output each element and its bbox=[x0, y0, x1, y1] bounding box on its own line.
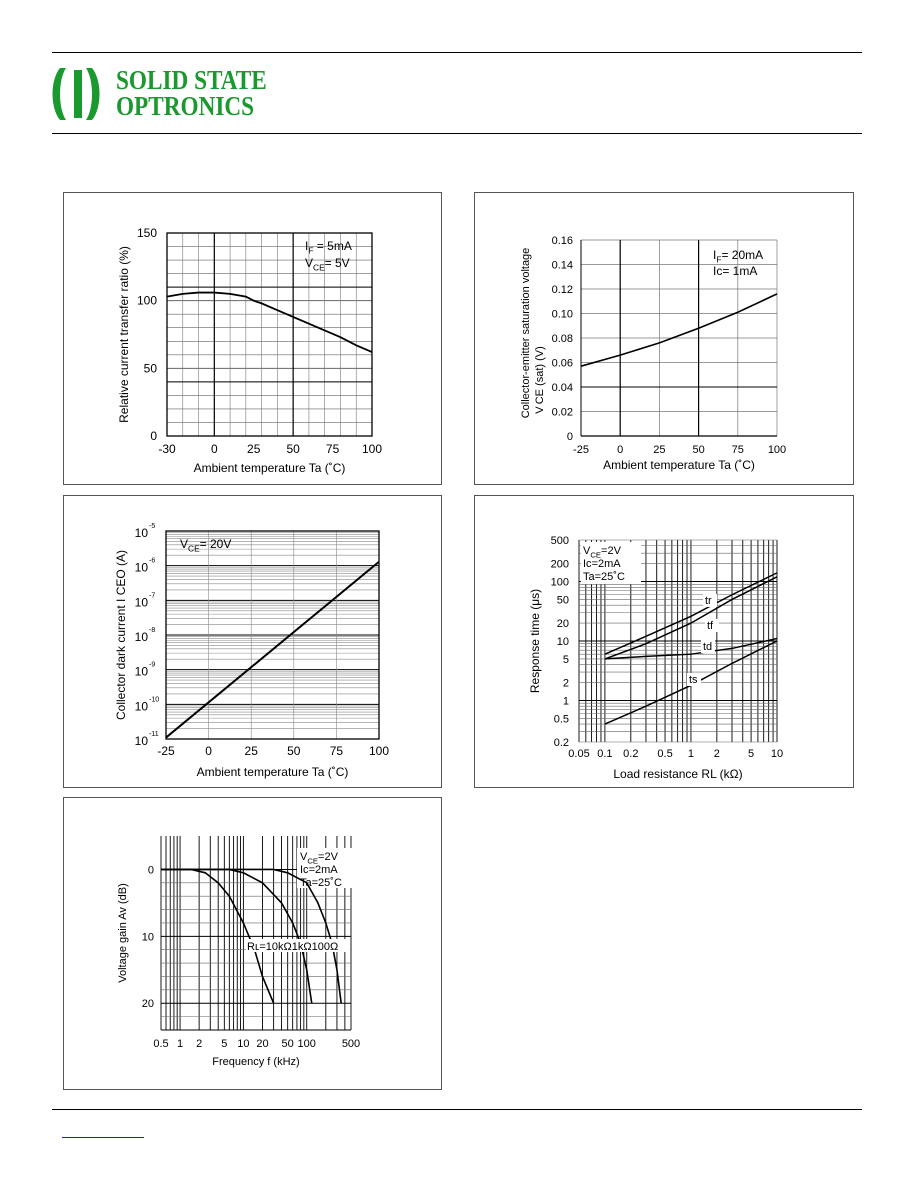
y-tick-label: 0.04 bbox=[551, 382, 573, 394]
y-tick-label: 50 bbox=[556, 594, 569, 607]
logo-mark-icon bbox=[52, 64, 112, 124]
series-label-td: td bbox=[703, 641, 713, 653]
y-tick-label-base: 10 bbox=[134, 630, 148, 644]
x-tick-label: 0 bbox=[617, 444, 624, 456]
y-tick-label: 0.12 bbox=[551, 284, 573, 296]
x-tick-label: 100 bbox=[368, 744, 390, 758]
x-tick-label: 1 bbox=[177, 1038, 184, 1050]
y-tick-label: 50 bbox=[143, 361, 157, 376]
annotation-vce: $V_{CE}= 5V$ bbox=[305, 256, 350, 273]
y-axis-label: Relative current transfer ratio (%) bbox=[117, 246, 131, 423]
x-tick-label: 1 bbox=[687, 748, 695, 760]
chart-panel-vcesat bbox=[474, 192, 854, 485]
y-tick-label: 1 bbox=[562, 695, 569, 708]
y-tick-label: 20 bbox=[141, 998, 154, 1011]
y-tick-label-exponent: -5 bbox=[149, 523, 156, 530]
y-tick-label-base: 10 bbox=[134, 664, 148, 679]
x-axis-label: Ambient temperature Ta (˚C) bbox=[193, 461, 346, 475]
y-axis-label: Collector-emitter saturation voltage bbox=[520, 247, 532, 419]
y-tick-label: 0.14 bbox=[551, 259, 573, 272]
y-tick-label-base: 10 bbox=[134, 560, 148, 575]
annotation-ic: Ic= 1mA bbox=[713, 264, 758, 278]
footer-rule bbox=[52, 1109, 862, 1110]
header-bottom-rule bbox=[52, 133, 862, 134]
y-tick-label: 0.16 bbox=[551, 235, 573, 247]
x-tick-label: 0.5 bbox=[657, 748, 673, 760]
annotation-vce: $V_{CE}=2V$ bbox=[300, 851, 338, 866]
y-tick-label: 10 bbox=[556, 636, 569, 648]
x-tick-label: 75 bbox=[731, 444, 744, 456]
y-axis-label: Voltage gain Av (dB) bbox=[117, 883, 129, 983]
y-axis-label-2: V CE (sat) (V) bbox=[534, 346, 546, 414]
x-tick-label: 75 bbox=[329, 744, 344, 758]
y-tick-label: 20 bbox=[556, 618, 569, 631]
y-tick-label: 10 bbox=[141, 931, 154, 944]
y-tick-label-exponent: -6 bbox=[149, 557, 156, 565]
x-tick-label: 0 bbox=[210, 442, 218, 456]
y-tick-label-base: 10 bbox=[134, 734, 148, 748]
x-axis-label: Ambient temperature Ta (˚C) bbox=[603, 458, 755, 472]
y-tick-label: 0.06 bbox=[551, 357, 573, 370]
y-axis-label: Response time (μs) bbox=[528, 588, 542, 694]
y-tick-label-base: 10 bbox=[134, 699, 148, 714]
y-tick-label: 0.2 bbox=[553, 737, 569, 749]
y-axis-label: Collector dark current I CEO (A) bbox=[114, 549, 128, 721]
x-tick-label: 0.1 bbox=[597, 748, 613, 760]
y-tick-label-exponent: -7 bbox=[149, 592, 156, 600]
x-tick-label: 2 bbox=[196, 1038, 203, 1050]
ctr-vs-temperature-chart bbox=[64, 193, 441, 484]
x-tick-label: 0 bbox=[205, 744, 212, 758]
x-tick-label: 50 bbox=[281, 1038, 294, 1050]
y-tick-label: 0.02 bbox=[551, 406, 573, 419]
y-tick-label: 150 bbox=[136, 226, 157, 240]
y-tick-label: 500 bbox=[550, 535, 569, 547]
x-tick-label: 500 bbox=[341, 1038, 361, 1050]
x-axis-label: Load resistance RL (kΩ) bbox=[613, 767, 743, 781]
series-label-ts: ts bbox=[689, 674, 698, 686]
x-tick-label: 0.2 bbox=[623, 748, 639, 760]
x-tick-label: 75 bbox=[325, 442, 340, 456]
annotation-ta: Ta=25˚C bbox=[300, 877, 342, 889]
x-tick-label: 100 bbox=[297, 1038, 316, 1050]
header-top-rule bbox=[52, 52, 862, 53]
vcesat-vs-temperature-chart bbox=[475, 193, 853, 484]
x-tick-label: 25 bbox=[247, 442, 261, 456]
annotation-vce: $V_{CE}= 20V$ bbox=[180, 537, 232, 554]
y-tick-label: 100 bbox=[136, 293, 157, 308]
x-tick-label: -25 bbox=[157, 744, 175, 758]
logo-text bbox=[116, 67, 267, 119]
x-tick-label: 50 bbox=[287, 744, 301, 758]
annotation-ta: Ta=25˚C bbox=[583, 571, 625, 583]
y-tick-label: 0 bbox=[147, 864, 154, 877]
dark-current-vs-temperature-chart bbox=[64, 496, 441, 787]
annotation-ic: Ic=2mA bbox=[300, 864, 338, 876]
x-tick-label: 50 bbox=[286, 442, 300, 456]
x-tick-label: 20 bbox=[256, 1038, 269, 1050]
chart-panel-ctr bbox=[63, 192, 442, 485]
y-tick-label: 200 bbox=[550, 558, 569, 571]
voltage-gain-vs-frequency-chart bbox=[64, 798, 441, 1089]
chart-panel-dark-current bbox=[63, 495, 442, 788]
series-label-tr: tr bbox=[705, 595, 712, 607]
y-tick-label: 0.10 bbox=[551, 308, 573, 321]
y-tick-label: 2 bbox=[562, 677, 569, 690]
series-line bbox=[581, 294, 777, 366]
y-tick-label: 0 bbox=[150, 429, 157, 443]
x-tick-label: 5 bbox=[748, 748, 755, 760]
y-tick-label: 0 bbox=[566, 431, 573, 443]
x-axis-label: Ambient temperature Ta (˚C) bbox=[196, 765, 349, 779]
x-tick-label: 25 bbox=[653, 444, 666, 456]
series-line bbox=[167, 293, 372, 353]
annotation-vce: $V_{CE}=2V$ bbox=[583, 545, 621, 560]
chart-panel-voltage-gain bbox=[63, 797, 442, 1090]
x-tick-label: 5 bbox=[221, 1038, 228, 1050]
x-tick-label: 0.05 bbox=[568, 748, 590, 760]
y-tick-label-base: 10 bbox=[134, 526, 148, 540]
x-tick-label: 2 bbox=[713, 748, 720, 760]
y-tick-label-exponent: -8 bbox=[149, 627, 156, 634]
x-tick-label: 10 bbox=[770, 748, 784, 760]
y-tick-label-base: 10 bbox=[134, 595, 148, 610]
x-axis-label: Frequency f (kHz) bbox=[212, 1056, 300, 1068]
x-tick-label: 50 bbox=[692, 444, 705, 456]
company-logo bbox=[52, 64, 282, 124]
logo-line-1: SOLID STATE bbox=[116, 65, 267, 95]
logo-line-2: OPTRONICS bbox=[116, 91, 255, 121]
y-tick-label: 0.5 bbox=[553, 713, 569, 726]
x-tick-label: 100 bbox=[767, 444, 787, 456]
response-time-vs-load-chart bbox=[475, 496, 853, 787]
chart-panel-response-time bbox=[474, 495, 854, 788]
x-tick-label: 10 bbox=[237, 1038, 250, 1050]
curve-label: Rʟ=10kΩ1kΩ100Ω bbox=[247, 941, 339, 953]
y-tick-label-exponent: -9 bbox=[149, 661, 156, 669]
annotation-ic: Ic=2mA bbox=[583, 558, 621, 570]
x-tick-label: 25 bbox=[244, 744, 258, 758]
series-label-tf: tf bbox=[707, 620, 714, 632]
x-tick-label: -30 bbox=[158, 442, 176, 456]
y-tick-label-exponent: -10 bbox=[149, 696, 160, 704]
series-line bbox=[166, 562, 379, 738]
y-tick-label: 5 bbox=[562, 653, 569, 666]
x-tick-label: 100 bbox=[361, 442, 383, 456]
y-tick-label: 0.08 bbox=[551, 333, 573, 345]
y-tick-label-exponent: -11 bbox=[149, 731, 159, 738]
annotation-if: $I_F = 5mA$ bbox=[305, 239, 352, 256]
annotation-if: $I_F= 20mA$ bbox=[713, 248, 764, 265]
x-tick-label: 0.5 bbox=[153, 1038, 169, 1050]
y-tick-label: 100 bbox=[550, 576, 569, 589]
footer-link-underline[interactable] bbox=[62, 1137, 144, 1138]
x-tick-label: -25 bbox=[573, 444, 589, 456]
